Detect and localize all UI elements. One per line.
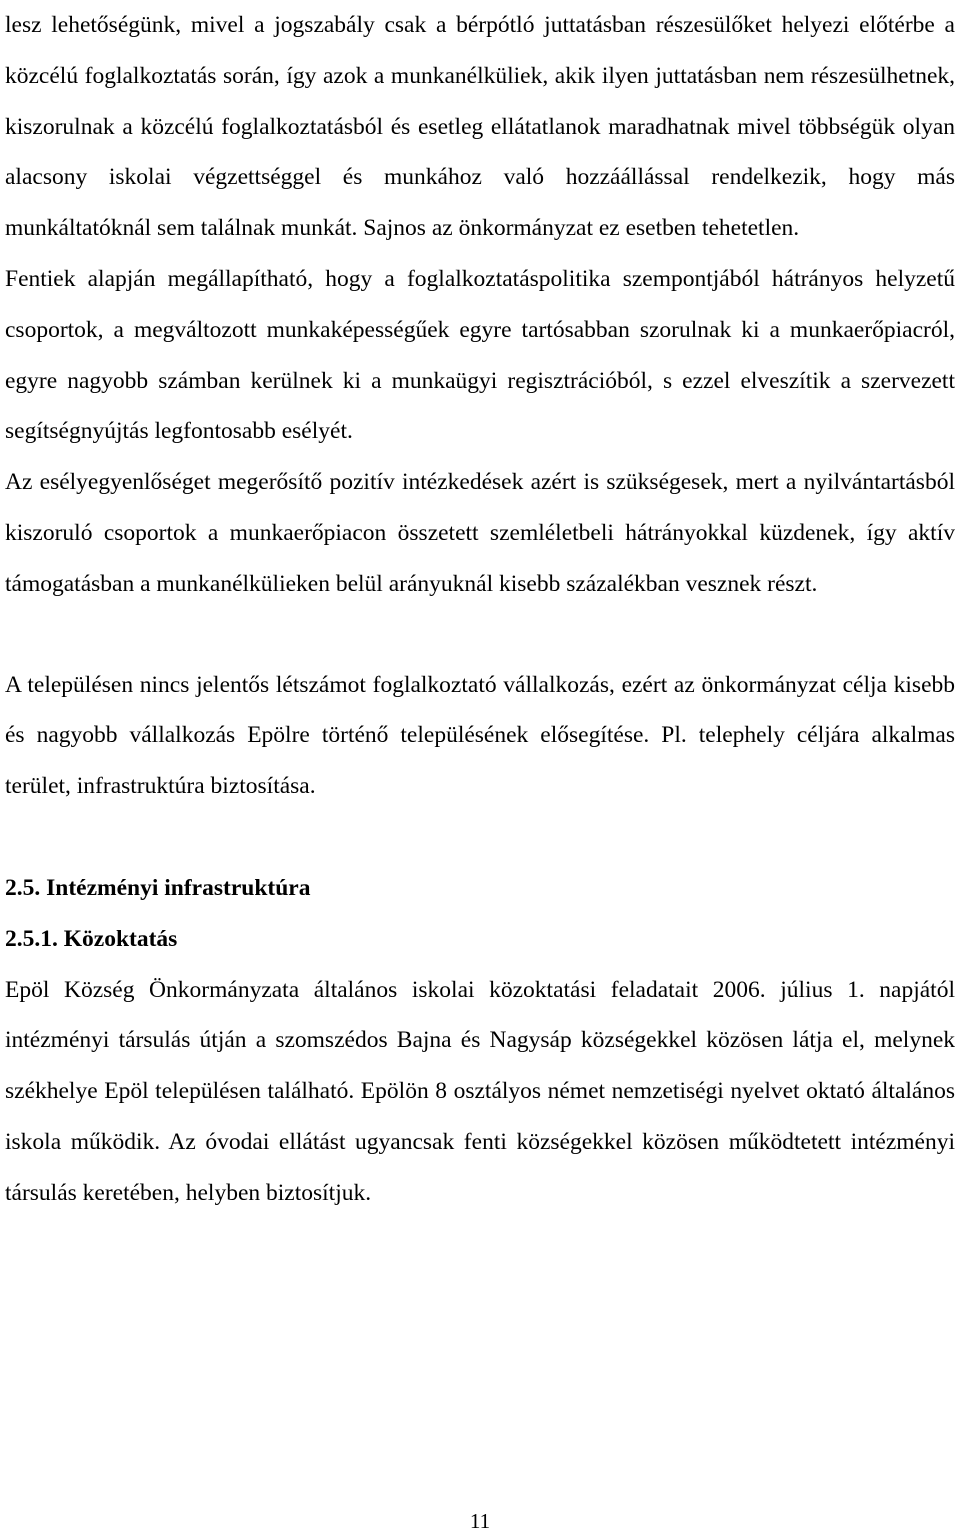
section-heading-education: 2.5.1. Közoktatás [5, 925, 178, 952]
page-number: 11 [469, 1509, 491, 1533]
paragraph-gap [5, 610, 955, 660]
paragraph-gap [5, 812, 955, 863]
paragraph-business-settlement: A településen nincs jelentős létszámot foglalkoztató vállalkozás, ezért az önkormányzat célja kisebb és nagyobb vállalkozás Epölre történő településének elősegítése. Pl. telephely céljára alkalmas terület, infrastruktúra biztosítása. [5, 671, 955, 800]
paragraph-job-programs: lesz lehetőségünk, mivel a jogszabály csak a bérpótló juttatásban részesülőket helyezi előtérbe a közcélú foglalkoztatás során, így azok a munkanélküliek, akik ilyen juttatásban nem részesülhetnek, kiszorulnak a közcélú foglalkoztatásból és esetleg ellátatlanok maradhatnak mivel többségük olyan alacsony iskolai végzettséggel és munkához való hozzáállással rendelkezik, hogy más munkáltatóknál sem találnak munkát. Sajnos az önkormányzat ez esetben tehetetlen. [5, 12, 955, 242]
paragraph-school-association: Epöl Község Önkormányzata általános iskolai közoktatási feladatait 2006. július 1. napjától intézményi társulás útján a szomszédos Bajna és Nagysáp községekkel közösen látja el, melynek székhelye Epöl településen található. Epölön 8 osztályos német nemzetiségi nyelvet oktató általános iskola működik. Az óvodai ellátást ugyancsak fenti községekkel közösen működtetett intézményi társulás keretében, helyben biztosítjuk. [5, 976, 955, 1206]
document-page [5, 0, 955, 1219]
paragraph-disadvantaged-groups: Fentiek alapján megállapítható, hogy a foglalkoztatáspolitika szempontjából hátrányos helyzetű csoportok, a megváltozott munkaképességűek egyre tartósabban szorulnak ki a munkaerőpiacról, egyre nagyobb számban kerülnek ki a munkaügyi regisztrációból, s ezzel elveszítik a szervezett segítségnyújtás legfontosabb esélyét. [5, 265, 955, 445]
paragraph-equal-opportunity: Az esélyegyenlőséget megerősítő pozitív intézkedések azért is szükségesek, mert a nyilvántartásból kiszoruló csoportok a munkaerőpiacon összetett szemléletbeli hátrányokkal küzdenek, így aktív támogatásban a munkanélkülieken belül arányuknál kisebb százalékban vesznek részt. [5, 469, 955, 597]
section-heading-infrastructure: 2.5. Intézményi infrastruktúra [5, 874, 311, 901]
